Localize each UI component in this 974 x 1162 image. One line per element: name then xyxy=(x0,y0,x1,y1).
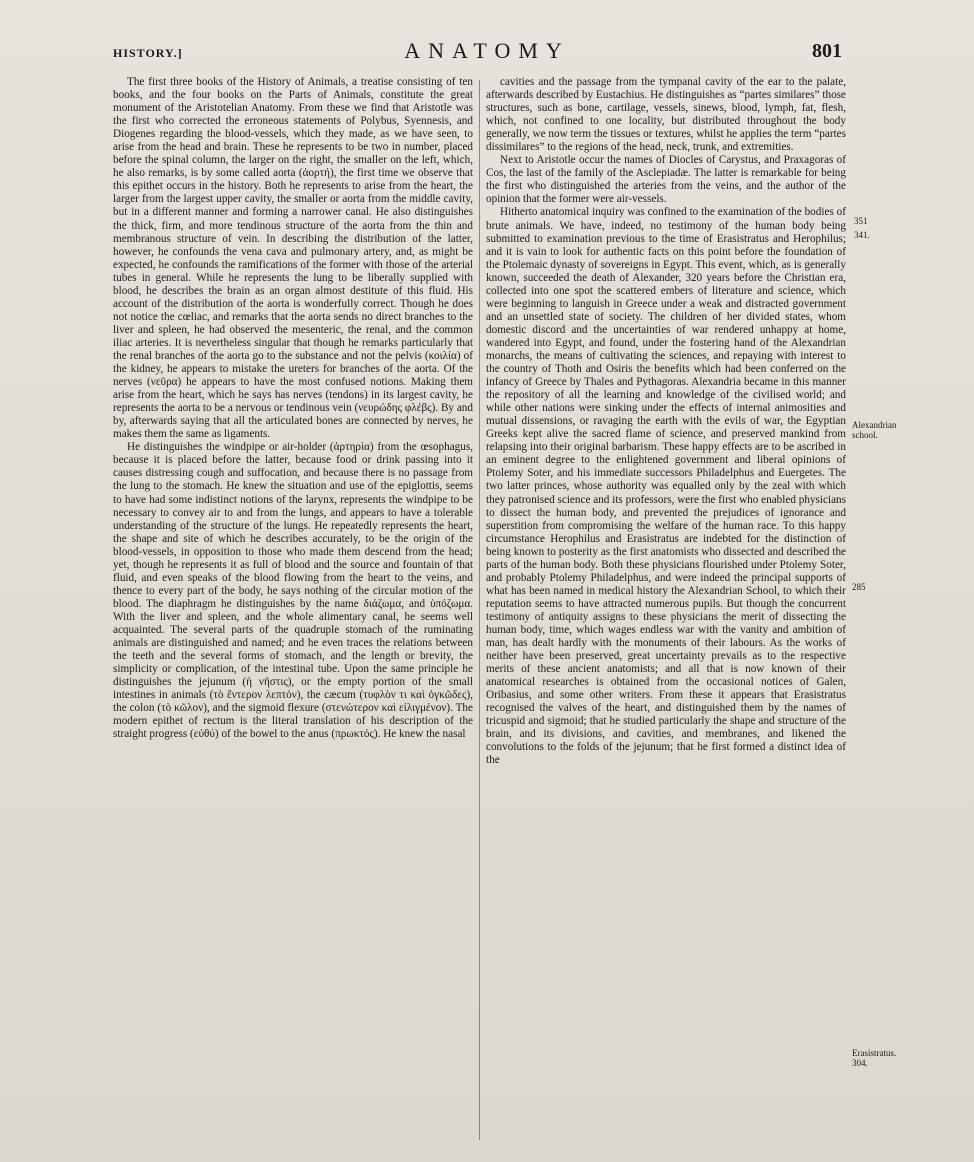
section-label: HISTORY.] xyxy=(113,46,183,60)
paragraph: Next to Aristotle occur the names of Diocles of Carystus, and Praxagoras of Cos, the last of the family of the Asclepiadæ. The latter is remarkable for being the first who distinguished the arteries from the veins, and the author of the opinion that the former were air-vessels. xyxy=(486,154,846,206)
column-rule xyxy=(479,80,480,1140)
paragraph: The first three books of the History of Animals, a treatise consisting of ten books, and the four books on the Parts of Animals, constitute the great monument of the Aristotelian Anatomy. From these we find that Aristotle was the first who corrected the erroneous statements of Polybus, Syennesis, and Diogenes regarding the blood-vessels, which they made, as we have seen, to arise from the head and brain. These he represents to be two in number, placed before the spinal column, the larger on the right, the smaller on the left, which, he also remarks, is by some called aorta (ἀορτή), the first time we observe that this epithet occurs in the history. Both he represents to arise from the heart, the larger from the largest upper cavity, the smaller or aorta from the middle cavity, but in a different manner and forming a narrower canal. He also distinguishes the thick, firm, and more tendinous structure of the aorta from the thin and membranous structure of vein. In describing the distribution of the latter, however, he confounds the vena cava and pulmonary artery, and, as might be expected, he confounds the ramifications of the former with those of the arterial tubes in general. While he represents the lung to be liberally supplied with blood, he describes the brain as an organ almost destitute of this fluid. His account of the distribution of the aorta is wonderfully correct. Though he does not notice the cœliac, and remarks that the aorta sends no direct branches to the liver and spleen, he had observed the mesenteric, the renal, and the common iliac arteries. It is nevertheless singular that though he remarks particularly that the renal branches of the aorta go to the substance and not the pelvis (κοιλία) of the kidney, he appears to mistake the ureters for branches of the aorta. Of the nerves (νεῦρα) he appears to have the most confused notions. Making them arise from the heart, which he says has nerves (tendons) in its largest cavity, he represents the aorta to be a nervous or tendinous vein (νευρώδης φλέβς). By and by, afterwards saying that all the articulated bones are connected by nerves, he makes them the same as ligaments. xyxy=(113,76,473,441)
right-column xyxy=(486,76,846,767)
running-head xyxy=(0,38,974,68)
margin-note: Alexandrian school. xyxy=(852,420,897,440)
paragraph: Hitherto anatomical inquiry was confined to the examination of the bodies of brute animals. We have, indeed, no testimony of the human body being submitted to examination previous to the time of Erasistratus and Herophilus; and it is vain to look for authentic facts on this point before the foundation of the Ptolemaic dynasty of sovereigns in Egypt. This event, which, as is generally known, succeeded the death of Alexander, 320 years before the Christian era, collected into one spot the scattered embers of literature and science, which were beginning to languish in Greece under a weak and distracted government and an unsettled state of society. The children of her divided states, whom domestic discord and the uncertainties of war rendered unhappy at home, wandered into Egypt, and found, under the fostering hand of the Alexandrian monarchs, the means of cultivating the sciences, and repaying with interest to the country of Thoth and Osiris the benefits which had been conferred on the infancy of Greece by Thales and Pythagoras. Alexandria became in this manner the repository of all the learning and knowledge of the civilised world; and while other nations were sinking under the effects of internal animosities and mutual dissensions, or ravaging the earth with the evils of war, the Egyptian Greeks kept alive the sacred flame of science, and preserved mankind from relapsing into their original barbarism. These happy effects are to be ascribed in an eminent degree to the enlightened government and liberal opinions of Ptolemy Soter, and his immediate successors Philadelphus and Euergetes. The two latter princes, whose authority was equalled only by the zeal with which they patronised science and its professors, were the first who enabled physicians to dissect the human body, and prevented the prejudices of ignorance and superstition from compromising the welfare of the human race. To this happy circumstance Herophilus and Erasistratus are indebted for the distinction of being known to posterity as the first anatomists who dissected and described the parts of the human body. Both these physicians flourished under Ptolemy Soter, and probably Ptolemy Philadelphus, and were indeed the principal supports of what has been named in medical history the Alexandrian School, to which their reputation seems to have attracted numerous pupils. But though the concurrent testimony of antiquity assigns to these physicians the merit of dissecting the human body, time, which wages endless war with the vanity and ambition of man, has dealt hardly with the monuments of their labours. As the works of neither have been preserved, great uncertainty prevails as to the respective merits of these ancient anatomists; and all that is now known of their anatomical researches is obtained from the occasional notices of Galen, Oribasius, and some other writers. From these it appears that Erasistratus recognised the valves of the heart, and distinguished them by the names of tricuspid and sigmoid; that he studied particularly the shape and structure of the brain, and its divisions, and cavities, and membranes, and likened the convolutions to the folds of the jejunum; that he first formed a distinct idea of the xyxy=(486,206,846,767)
paragraph: He distinguishes the windpipe or air-holder (ἀρτηρία) from the œsophagus, because it is placed before the latter, because food or drink passing into it causes distressing cough and suffocation, and because there is no passage from the lung to the stomach. He knew the situation and use of the epiglottis, seems to have had some indistinct notions of the larynx, represents the windpipe to be necessary to convey air to and from the lungs, and appears to have a tolerable understanding of the structure of the lungs. He repeatedly represents the heart, the shape and site of which he describes accurately, to be the origin of the blood-vessels, in opposition to those who made them descend from the head; yet, though he represents it as full of blood and the source and fountain of that fluid, and even speaks of the blood flowing from the heart to the veins, and thence to every part of the body, he says nothing of the circular motion of the blood. The diaphragm he distinguishes by the name διάζωμα, and ὑπόζωμα. With the liver and spleen, and the whole alimentary canal, he seems well acquainted. The several parts of the quadruple stomach of the ruminating animals are distinguished and named; and he even traces the relations between the teeth and the several forms of stomach, and the length or brevity, the simplicity or complication, of the intestinal tube. Upon the same principle he distinguishes the jejunum (ἡ νῆστις), or the empty portion of the small intestines in animals (τὸ ἔντερον λεπτόν), the cæcum (τυφλὸν τι καὶ ὀγκῶδες), the colon (τὸ κῶλον), and the sigmoid flexure (στενώτερον καὶ εἰλιγμένον). The modern epithet of rectum is the literal translation of his description of the straight progress (εὐθύ) of the bowel to the anus (πρωκτός). He knew the nasal xyxy=(113,441,473,741)
page-number: 801 xyxy=(812,40,842,62)
margin-note: 351 xyxy=(854,216,868,226)
left-column xyxy=(113,76,473,741)
page-title: ANATOMY xyxy=(404,38,570,63)
margin-note: 285 xyxy=(852,582,866,592)
paragraph: cavities and the passage from the tympanal cavity of the ear to the palate, afterwards described by Eustachius. He distinguishes as “partes similares” those structures, such as bone, cartilage, vessels, sinews, blood, lymph, fat, flesh, which, not confined to one locality, but distributed throughout the body generally, we now term the tissues or textures, whilst he applies the term “partes dissimilares” to the regions of the head, neck, trunk, and extremities. xyxy=(486,76,846,154)
margin-note: Erasistratus. 304. xyxy=(852,1048,897,1068)
margin-note: 341. xyxy=(854,230,870,240)
